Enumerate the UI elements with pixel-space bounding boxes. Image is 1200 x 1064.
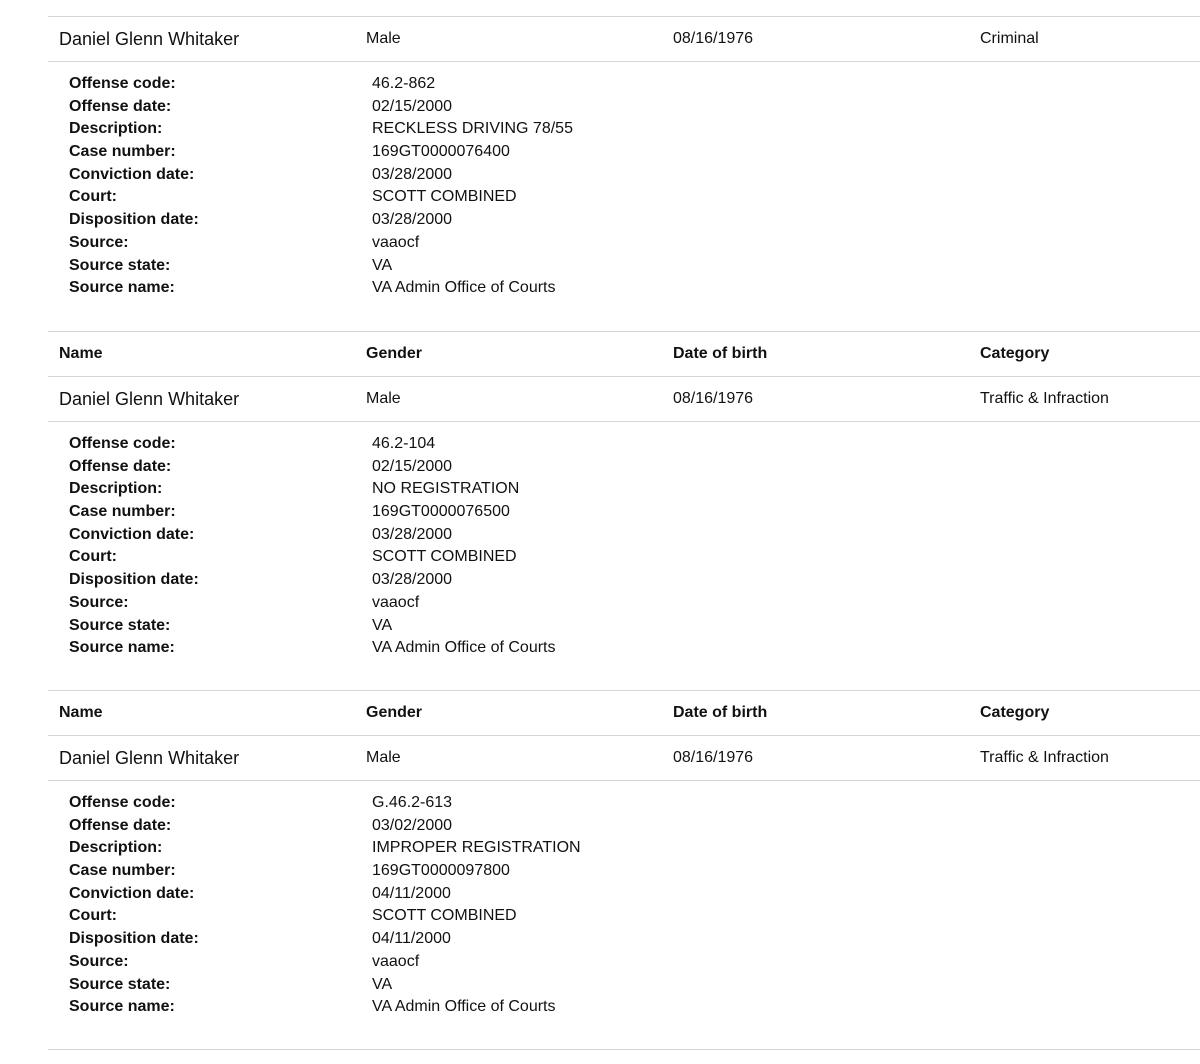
detail-label: Source state:: [69, 975, 171, 993]
detail-value: SCOTT COMBINED: [372, 188, 517, 206]
column-header-dob: Date of birth: [673, 345, 768, 362]
detail-value: G.46.2-613: [372, 794, 453, 811]
detail-value: 03/28/2000: [372, 525, 453, 543]
detail-label: Offense date:: [69, 457, 172, 475]
record-header-row: [48, 690, 1200, 735]
detail-value: 46.2-862: [372, 75, 436, 92]
record-name: Daniel Glenn Whitaker: [59, 29, 240, 49]
detail-label: Case number:: [69, 503, 176, 521]
detail-court: [48, 186, 1200, 209]
detail-value: VA: [372, 256, 393, 274]
detail-value: 03/02/2000: [372, 816, 453, 834]
detail-label: Offense code:: [69, 794, 176, 811]
detail-source: [48, 232, 1200, 255]
column-header-dob: Date of birth: [673, 704, 768, 721]
record-name: Daniel Glenn Whitaker: [59, 748, 240, 768]
detail-label: Court:: [69, 188, 117, 206]
detail-label: Court:: [69, 907, 117, 925]
detail-label: Source state:: [69, 616, 171, 634]
detail-label: Conviction date:: [69, 165, 195, 183]
column-header-gender: Gender: [366, 345, 423, 362]
record-dob: 08/16/1976: [673, 30, 754, 47]
detail-value: VA Admin Office of Courts: [372, 279, 556, 297]
detail-label: Source:: [69, 593, 129, 611]
detail-conviction-date: [48, 524, 1200, 547]
record-summary-row: [48, 376, 1200, 421]
detail-court: [48, 905, 1200, 928]
detail-value: vaaocf: [372, 593, 420, 611]
detail-source-state: [48, 615, 1200, 638]
column-header-name: Name: [59, 704, 103, 721]
record-details: [48, 780, 1200, 1050]
detail-case-number: [48, 501, 1200, 524]
detail-conviction-date: [48, 164, 1200, 187]
detail-label: Court:: [69, 548, 117, 566]
detail-description: [48, 478, 1200, 501]
detail-value: 46.2-104: [372, 435, 436, 452]
detail-offense-code: [48, 73, 1200, 96]
detail-source: [48, 592, 1200, 615]
detail-value: RECKLESS DRIVING 78/55: [372, 120, 573, 138]
detail-label: Source:: [69, 952, 129, 970]
detail-value: VA Admin Office of Courts: [372, 998, 556, 1016]
record-gender: Male: [366, 390, 401, 407]
detail-value: SCOTT COMBINED: [372, 907, 517, 925]
record-details: [48, 61, 1200, 331]
column-header-category: Category: [980, 345, 1050, 362]
detail-label: Offense code:: [69, 435, 176, 452]
record-details: [48, 421, 1200, 691]
detail-source-name: [48, 277, 1200, 300]
record-1: [48, 331, 1200, 691]
detail-value: 169GT0000097800: [372, 862, 510, 880]
detail-label: Description:: [69, 120, 163, 138]
detail-label: Description:: [69, 839, 163, 857]
detail-value: 03/28/2000: [372, 165, 453, 183]
record-summary-row: [48, 16, 1200, 61]
column-header-name: Name: [59, 345, 103, 362]
detail-value: 02/15/2000: [372, 457, 453, 475]
detail-description: [48, 118, 1200, 141]
detail-label: Case number:: [69, 862, 176, 880]
detail-description: [48, 837, 1200, 860]
record-0: [48, 16, 1200, 331]
record-gender: Male: [366, 749, 401, 766]
detail-label: Conviction date:: [69, 884, 195, 902]
detail-value: 03/28/2000: [372, 211, 453, 229]
detail-source: [48, 951, 1200, 974]
detail-label: Source name:: [69, 279, 175, 297]
detail-court: [48, 546, 1200, 569]
detail-offense-date: [48, 456, 1200, 479]
detail-label: Source:: [69, 233, 129, 251]
detail-disposition-date: [48, 569, 1200, 592]
column-header-category: Category: [980, 704, 1050, 721]
detail-label: Offense date:: [69, 97, 172, 115]
detail-source-name: [48, 996, 1200, 1019]
record-category: Traffic & Infraction: [980, 749, 1109, 766]
detail-label: Disposition date:: [69, 571, 199, 589]
detail-disposition-date: [48, 209, 1200, 232]
detail-label: Disposition date:: [69, 930, 199, 948]
detail-value: VA: [372, 616, 393, 634]
detail-value: 02/15/2000: [372, 97, 453, 115]
detail-label: Case number:: [69, 143, 176, 161]
detail-value: SCOTT COMBINED: [372, 548, 517, 566]
detail-label: Disposition date:: [69, 211, 199, 229]
detail-source-state: [48, 974, 1200, 997]
detail-value: 04/11/2000: [372, 884, 451, 902]
record-header-row: [48, 331, 1200, 376]
detail-label: Source state:: [69, 256, 171, 274]
detail-label: Offense code:: [69, 75, 176, 92]
record-dob: 08/16/1976: [673, 390, 754, 407]
column-header-gender: Gender: [366, 704, 423, 721]
detail-label: Description:: [69, 480, 163, 498]
detail-value: IMPROPER REGISTRATION: [372, 839, 581, 857]
record-category: Traffic & Infraction: [980, 390, 1109, 407]
detail-value: VA: [372, 975, 393, 993]
record-gender: Male: [366, 30, 401, 47]
detail-conviction-date: [48, 883, 1200, 906]
record-summary-row: [48, 735, 1200, 780]
detail-value: 04/11/2000: [372, 930, 451, 948]
record-category: Criminal: [980, 30, 1039, 47]
detail-offense-code: [48, 792, 1200, 815]
detail-case-number: [48, 860, 1200, 883]
detail-value: 03/28/2000: [372, 571, 453, 589]
detail-offense-date: [48, 96, 1200, 119]
detail-value: vaaocf: [372, 233, 420, 251]
detail-disposition-date: [48, 928, 1200, 951]
detail-source-state: [48, 255, 1200, 278]
detail-value: NO REGISTRATION: [372, 480, 520, 498]
detail-value: 169GT0000076500: [372, 503, 510, 521]
detail-label: Offense date:: [69, 816, 172, 834]
detail-offense-code: [48, 433, 1200, 456]
detail-value: 169GT0000076400: [372, 143, 510, 161]
record-dob: 08/16/1976: [673, 749, 754, 766]
detail-label: Source name:: [69, 639, 175, 657]
detail-source-name: [48, 637, 1200, 660]
detail-value: VA Admin Office of Courts: [372, 639, 556, 657]
detail-label: Conviction date:: [69, 525, 195, 543]
detail-offense-date: [48, 815, 1200, 838]
record-2: [48, 690, 1200, 1050]
detail-label: Source name:: [69, 998, 175, 1016]
record-name: Daniel Glenn Whitaker: [59, 389, 240, 409]
detail-case-number: [48, 141, 1200, 164]
detail-value: vaaocf: [372, 952, 420, 970]
divider: [48, 1049, 1200, 1050]
